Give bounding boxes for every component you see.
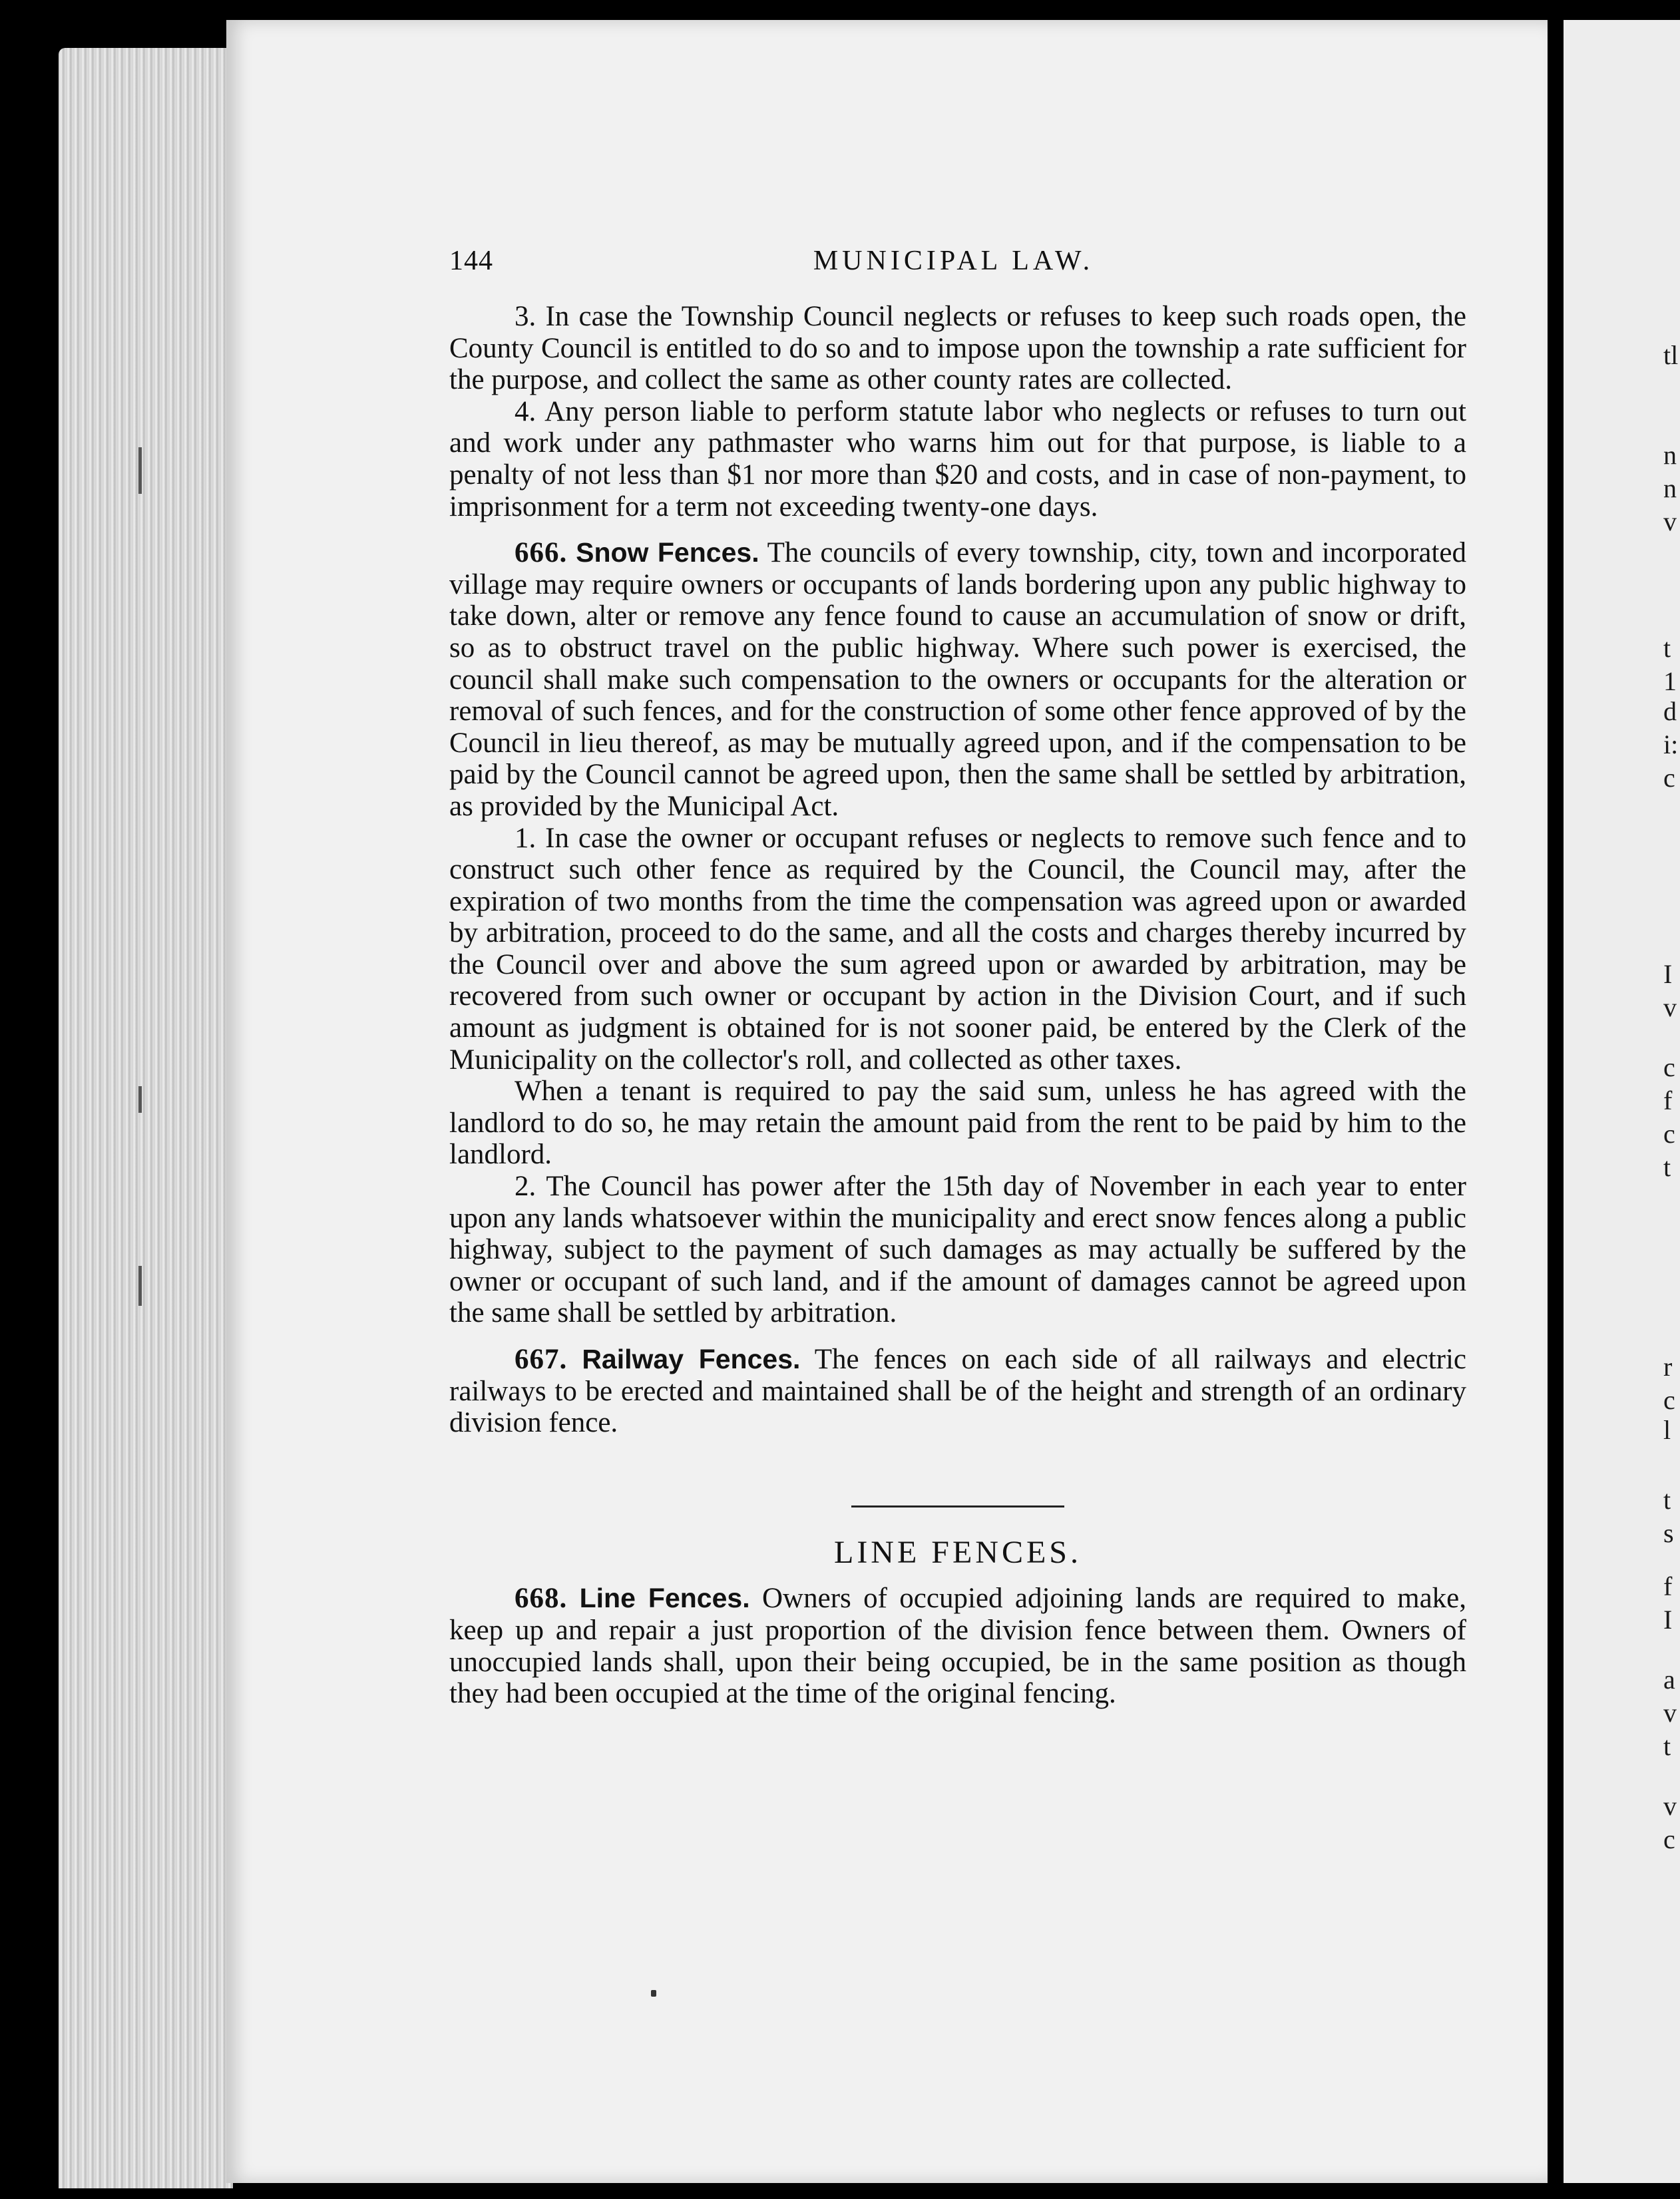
facing-page-fragment: c [1663,763,1675,793]
subsection-3: 3. In case the Township Council neglects or refuses to keep such roads open, the County Council is entitled to do so and to impose upon the township a rate sufficient for the purpose, and collect the same as other county rates are collected. [449,301,1466,396]
facing-page-fragment: c [1663,1385,1675,1415]
facing-page-fragment: t [1663,1152,1671,1182]
section-number: 666. [515,537,568,569]
facing-page-fragment: t [1663,633,1671,663]
facing-page-fragment: I [1663,1605,1673,1635]
section-667 [449,1344,1466,1439]
section-text: The fences on each side of all railways and electric railways to be erected and maintained shall be of the height and strength of an ordinary division fence. [449,1344,1466,1439]
running-title: MUNICIPAL LAW. [813,246,1094,276]
subsection-4: 4. Any person liable to perform statute labor who neglects or refuses to turn out and work under any pathmaster who warns him out for that purpose, is liable to a penalty of not less than $1 nor more than $20 and costs, and in case of non-payment, to imprisonment for a term not exceeding twenty-one days. [449,395,1466,522]
facing-page-fragment: c [1663,1052,1675,1082]
ink-speck [651,1990,656,1997]
running-head [449,245,1458,285]
facing-page-fragment: 1 [1663,666,1677,696]
edge-mark [138,447,142,494]
facing-page-fragment: n [1663,440,1677,470]
section-title: Railway Fences. [582,1344,801,1374]
section-666-subsection-2: 2. The Council has power after the 15th day of November in each year to enter upon any lands whatsoever within the municipality and erect snow fences along a public highway, subject to the payment of such damages as may actually be suffered by the owner or occupant of such land, and if the amount of damages cannot be agreed upon the same shall be settled by arbitration. [449,1171,1466,1329]
section-666-tenant-clause: When a tenant is required to pay the said sum, unless he has agreed with the landlord to do so, he may retain the amount paid from the rent to be paid by him to the landlord. [449,1076,1466,1171]
facing-page-fragment: t [1663,1731,1671,1761]
facing-page-fragment: r [1663,1352,1673,1382]
heading-line-fences: LINE FENCES. [834,1534,1082,1570]
facing-page-fragment: v [1663,992,1677,1022]
section-title: Line Fences. [579,1583,750,1614]
section-668 [449,1583,1466,1709]
facing-page-fragment: I [1663,959,1673,989]
page-body [449,301,1466,1710]
facing-page-fragment: t [1663,1485,1671,1515]
facing-page-fragment: a [1663,1665,1675,1695]
facing-page-fragment: s [1663,1518,1674,1548]
section-666-subsection-1: 1. In case the owner or occupant refuses or neglects to remove such fence and to construct such other fence as required by the Council, the Council may, after the expiration of two months from the time the compensation was agreed upon or awarded by arbitration, proceed to do the same, and all the costs and charges thereby incurred by the Council over and above the sum agreed upon or awarded by arbitration, may be recovered from such owner or occupant by action in the Division Court, and if such amount as judgment is obtained for is not sooner paid, be entered by the Clerk of the Municipality on the collector's roll, and collected as other taxes. [449,822,1466,1076]
facing-page-fragment: l [1663,1415,1671,1445]
facing-page-fragment: f [1663,1086,1673,1115]
facing-page [1564,20,1680,2183]
edge-mark [138,1086,142,1113]
page-number: 144 [449,246,493,276]
facing-page-fragment: tl [1663,340,1679,370]
section-divider [851,1505,1064,1507]
facing-page-fragment: d [1663,696,1677,726]
book-page-edges [59,48,233,2188]
facing-page-fragment: i: [1663,729,1679,759]
section-number: 667. [515,1344,568,1375]
section-number: 668. [515,1583,568,1615]
section-title: Snow Fences. [576,537,759,568]
facing-page-fragment: c [1663,1119,1675,1149]
section-text: The councils of every township, city, town and incorporated village may require owners or occupants of lands bordering upon any public highway to take down, alter or remove any fence found to cause an accumulation of snow or drift, so as to obstruct travel on the public highway. Where such power is exercised, the council shall make such compensation to the owners or occupants for the alteration or removal of such fences, and for the construction of some other fence approved of by the Council in lieu thereof, as may be mutually agreed upon, and if the compensation to be paid by the Council cannot be agreed upon, then the same shall be settled by arbitration, as provided by the Municipal Act. [449,537,1467,822]
facing-page-fragment: v [1663,1698,1677,1728]
facing-page-fragment: v [1663,506,1677,536]
facing-page-fragment: v [1663,1791,1677,1821]
edge-mark [138,1266,142,1306]
facing-page-fragment: c [1663,1824,1675,1854]
section-666 [449,537,1466,822]
section-text: Owners of occupied adjoining lands are required to make, keep up and repair a just proportion of the division fence between them. Owners of unoccupied lands shall, upon their being occupied, be in the same position as though they had been occupied at the time of the original fencing. [449,1583,1466,1710]
facing-page-fragment: f [1663,1571,1673,1601]
facing-page-fragment: n [1663,473,1677,503]
book-gutter [1548,0,1564,2199]
